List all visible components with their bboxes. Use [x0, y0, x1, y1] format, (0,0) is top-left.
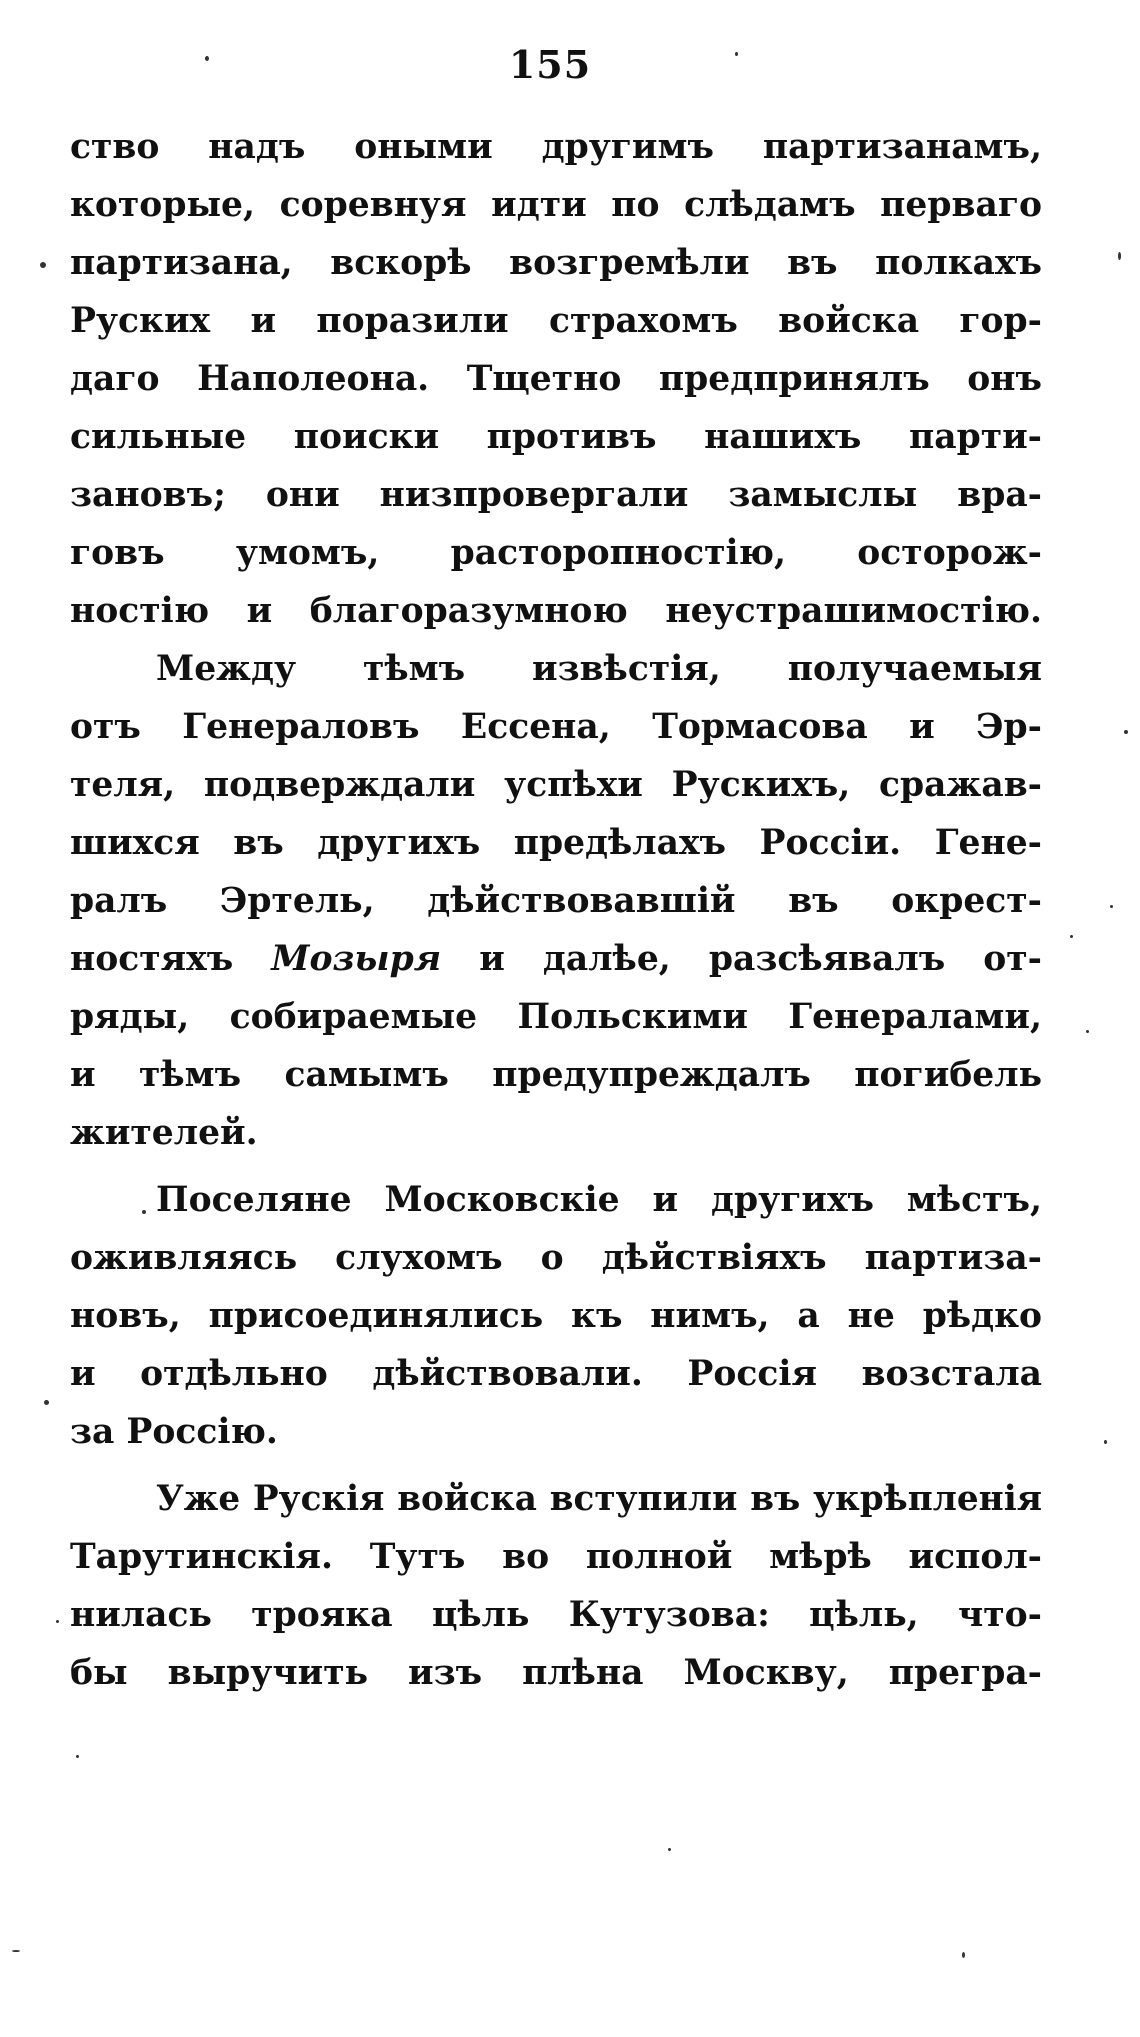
text-line: зановъ; они низпровергали замыслы вра-	[70, 475, 1042, 515]
text-line: теля, подверждали успѣхи Рускихъ, сражав-	[70, 765, 1042, 805]
text-line: ство надъ оными другимъ партизанамъ,	[70, 127, 1042, 167]
scan-speck	[962, 1952, 965, 1958]
text-line: ностію и благоразумною неустрашимостію.	[70, 591, 1042, 631]
text-line: новъ, присоединялись къ нимъ, а не рѣдко	[70, 1296, 1042, 1336]
text-line: партизана, вскорѣ возгремѣли въ полкахъ	[70, 243, 1042, 283]
scan-speck	[76, 1755, 79, 1758]
text-line: и отдѣльно дѣйствовали. Россія возстала	[70, 1354, 1042, 1394]
scan-speck	[668, 1848, 671, 1851]
paragraph	[70, 118, 1042, 640]
text-line: ностяхъ Мозыря и далѣе, разсѣявалъ от-	[70, 939, 1042, 979]
text-line: Между тѣмъ извѣстія, получаемыя	[156, 649, 1042, 689]
scan-speck	[1124, 730, 1128, 734]
text-line: даго Наполеона. Тщетно предпринялъ онъ	[70, 359, 1042, 399]
text-line: бы выручить изъ плѣна Москву, прегра-	[70, 1653, 1042, 1693]
text-line: и тѣмъ самымъ предупреждалъ погибель	[70, 1055, 1042, 1095]
text-line: говъ умомъ, расторопностію, осторож-	[70, 533, 1042, 573]
scan-speck	[56, 1620, 59, 1623]
text-line: отъ Генераловъ Ессена, Тормасова и Эр-	[70, 707, 1042, 747]
text-line: Руских и поразили страхомъ войска гор-	[70, 301, 1042, 341]
text-line: Поселяне Московскіе и другихъ мѣстъ,	[156, 1180, 1042, 1220]
text-line: оживляясь слухомъ о дѣйствіяхъ партиза-	[70, 1238, 1042, 1278]
scan-speck	[40, 262, 46, 268]
scan-speck	[1104, 1440, 1107, 1444]
text-line: ряды, собираемые Польскими Генералами,	[70, 997, 1042, 1037]
italic-place-name: Мозыря	[271, 939, 442, 979]
paragraph	[70, 1171, 1042, 1461]
text-line: Уже Рускія войска вступили въ укрѣпленія	[156, 1479, 1042, 1519]
scan-speck	[1070, 935, 1073, 938]
text-line: сильные поиски противъ нашихъ парти-	[70, 417, 1042, 457]
scan-speck	[205, 56, 209, 61]
scan-speck	[735, 52, 738, 56]
scan-speck	[1118, 252, 1121, 260]
text-line: Тарутинскія. Тутъ во полной мѣрѣ испол-	[70, 1537, 1042, 1577]
scan-speck	[12, 1950, 20, 1952]
text-line: за Россію.	[70, 1412, 278, 1452]
scan-speck	[1110, 905, 1113, 908]
text-line: ралъ Эртель, дѣйствовавшій въ окрест-	[70, 881, 1042, 921]
text-line: шихся въ другихъ предѣлахъ Россіи. Гене-	[70, 823, 1042, 863]
scan-speck	[1086, 1030, 1089, 1033]
text-line: нилась трояка цѣль Кутузова: цѣль, что-	[70, 1595, 1042, 1635]
paragraph	[70, 640, 1042, 1162]
scan-speck	[142, 1210, 146, 1214]
text-line: жителей.	[70, 1113, 258, 1153]
paragraph	[70, 1470, 1042, 1702]
text-line: которые, соревнуя идти по слѣдамъ перваго	[70, 185, 1042, 225]
body-text	[70, 118, 1042, 1702]
page-number: 155	[508, 42, 592, 87]
scan-speck	[44, 1400, 49, 1405]
